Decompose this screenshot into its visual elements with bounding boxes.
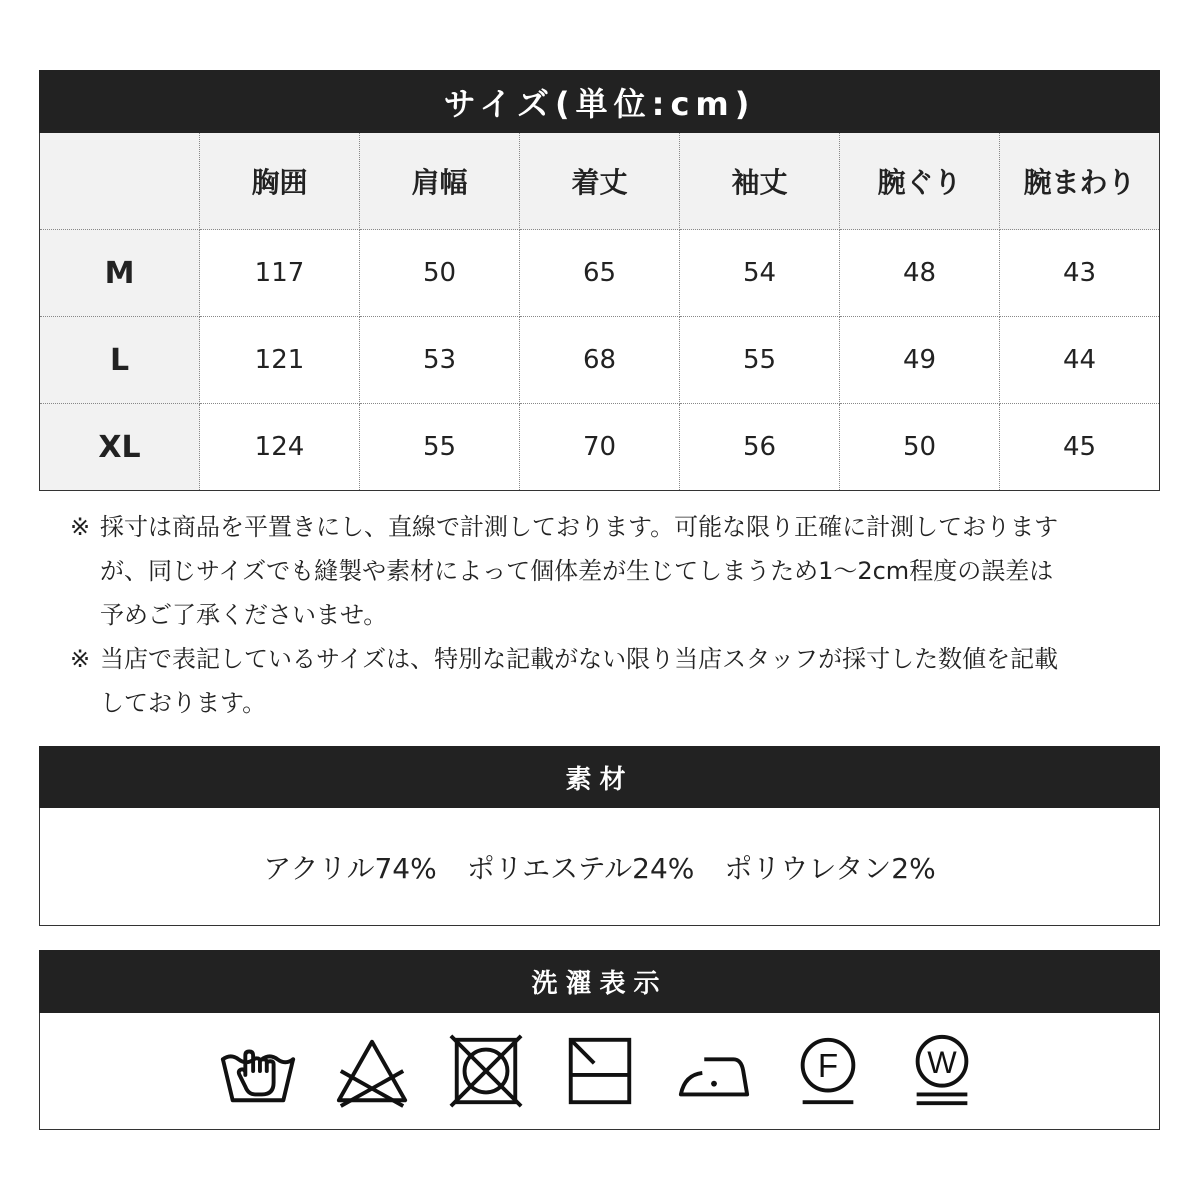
size-label: M xyxy=(40,230,200,317)
column-header: 着丈 xyxy=(520,133,680,230)
table-cell: 65 xyxy=(520,230,680,317)
no-bleach-icon xyxy=(333,1032,411,1110)
size-table xyxy=(39,133,1160,491)
note-staff-measured xyxy=(70,637,1070,725)
hand-wash-icon xyxy=(219,1032,297,1110)
wet-clean-w-icon xyxy=(903,1032,981,1110)
table-cell: 54 xyxy=(680,230,840,317)
note-text: 当店で表記しているサイズは、特別な記載がない限り当店スタッフが採寸した数値を記載しております。 xyxy=(100,645,1059,717)
table-cell: 55 xyxy=(680,317,840,404)
note-mark: ※ xyxy=(70,513,91,541)
column-header: 腕まわり xyxy=(1000,133,1160,230)
size-table-corner-cell xyxy=(40,133,200,230)
column-header: 胸囲 xyxy=(200,133,360,230)
wash-section-title: 洗濯表示 xyxy=(39,950,1160,1013)
iron-low-temp-icon xyxy=(675,1032,753,1110)
note-mark: ※ xyxy=(70,645,91,673)
table-cell: 70 xyxy=(520,404,680,491)
table-cell: 124 xyxy=(200,404,360,491)
table-cell: 50 xyxy=(360,230,520,317)
table-row xyxy=(40,317,1160,404)
table-row xyxy=(40,404,1160,491)
table-cell: 44 xyxy=(1000,317,1160,404)
table-cell: 43 xyxy=(1000,230,1160,317)
wash-icons-box xyxy=(39,1013,1160,1130)
column-header: 袖丈 xyxy=(680,133,840,230)
column-header: 腕ぐり xyxy=(840,133,1000,230)
wet-clean-letter: W xyxy=(926,1044,957,1080)
size-notes xyxy=(70,505,1070,725)
size-label: L xyxy=(40,317,200,404)
table-cell: 53 xyxy=(360,317,520,404)
table-cell: 48 xyxy=(840,230,1000,317)
table-cell: 68 xyxy=(520,317,680,404)
size-table-header-row xyxy=(40,133,1160,230)
size-label: XL xyxy=(40,404,200,491)
table-cell: 121 xyxy=(200,317,360,404)
table-cell: 45 xyxy=(1000,404,1160,491)
size-section-title: サイズ(単位:cm) xyxy=(39,70,1160,133)
flat-dry-shade-icon xyxy=(561,1032,639,1110)
note-measurement xyxy=(70,505,1070,637)
dry-clean-letter: F xyxy=(817,1047,838,1085)
material-box xyxy=(39,808,1160,926)
table-cell: 117 xyxy=(200,230,360,317)
table-row xyxy=(40,230,1160,317)
column-header: 肩幅 xyxy=(360,133,520,230)
no-tumble-dry-icon xyxy=(447,1032,525,1110)
table-cell: 49 xyxy=(840,317,1000,404)
table-cell: 55 xyxy=(360,404,520,491)
table-cell: 56 xyxy=(680,404,840,491)
table-cell: 50 xyxy=(840,404,1000,491)
material-item: ポリエステル24% xyxy=(466,851,695,885)
dry-clean-f-icon xyxy=(789,1032,867,1110)
material-item: アクリル74% xyxy=(263,851,437,885)
material-section-title: 素材 xyxy=(39,746,1160,808)
note-text: 採寸は商品を平置きにし、直線で計測しております。可能な限り正確に計測しておりますが、同じサイズでも縫製や素材によって個体差が生じてしまうため1〜2cm程度の誤差は予めご了承くださいませ。 xyxy=(100,513,1059,629)
material-item: ポリウレタン2% xyxy=(724,851,936,885)
